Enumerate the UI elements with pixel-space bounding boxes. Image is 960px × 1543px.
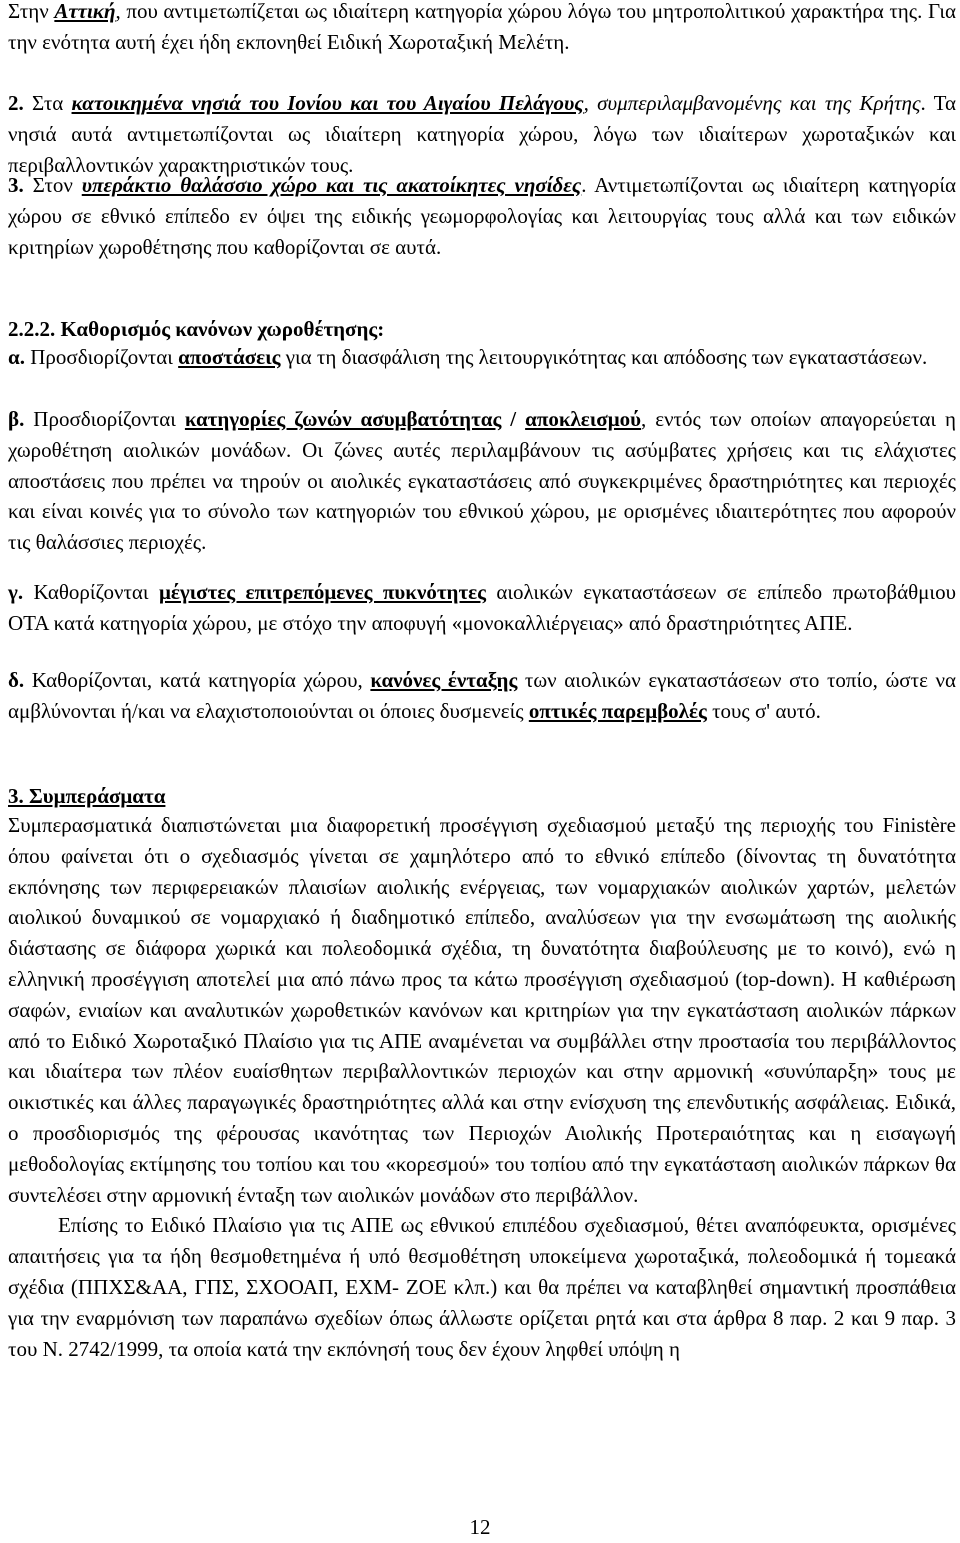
alpha-term: αποστάσεις (178, 345, 281, 369)
gamma-term: μέγιστες επιτρεπόμενες πυκνότητες (158, 580, 486, 604)
beta-term-1: κατηγορίες ζωνών ασυμβατότητας (184, 407, 502, 431)
gamma-label: γ. (8, 580, 24, 604)
alpha-label: α. (8, 345, 25, 369)
paragraph-delta: δ. Καθορίζονται, κατά κατηγορία χώρου, κανόνες ένταξης των αιολικών εγκαταστάσεων στο τοπίο, ώστε να αμβλύνονται ή/και να ελαχιστοποιούνται οι όποιες δυσμενείς οπτικές παρεμβολές τους σ' αυτό. (8, 668, 956, 723)
attica-term: Αττική (54, 0, 116, 23)
delta-term-1: κανόνες ένταξης (370, 668, 518, 692)
conclusions-paragraph-1: Συμπερασματικά διαπιστώνεται μια διαφορετική προσέγγιση σχεδιασμού μεταξύ της περιοχής του Finistère όπου φαίνεται ότι ο σχεδιασμός γίνεται σε χαμηλότερο από το εθνικό επίπεδο (δίνοντας τη δυνατότητα εκπόνησης των περιφερειακών πλαισίων αιολικής ενέργειας, των νομαρχιακών αιολικών χαρτών, μελετών αιολικού δυναμικού σε νομαρχιακό ή διαδημοτικό επίπεδο, αναλύσεων για την ενσωμάτωση της αιολικής διάστασης σε διάφορα χωρικά και πολεοδομικά σχέδια, τη δυνατότητα διαβούλευσης με το κοινό), ενώ η ελληνική προσέγγιση αποτελεί μια από πάνω προς τα κάτω προσέγγιση σχεδιασμού (top-down). Η καθιέρωση σαφών, ενιαίων και αναλυτικών χωροθετικών κανόνων και κριτηρίων για την εγκατάσταση αιολικών πάρκων από το Ειδικό Χωροταξικό Πλαίσιο για τις ΑΠΕ αναμένεται να συμβάλλει στην προστασία του περιβάλλοντος και ιδιαίτερα των πλέον ευαίσθητων περιβαλλοντικών περιοχών και στην αρμονική «συνύπαρξη» τους με οικιστικές και άλλες παραγωγικές δραστηριότητες αλλά και στην ενίσχυση της επενδυτικής ασφάλειας. Ειδικά, ο προσδιορισμός της φέρουσας ικανότητας των Περιοχών Αιολικής Προτεραιότητας και η εισαγωγή μεθοδολογίας εκτίμησης του τοπίου και του «κορεσμού» του τοπίου από την εγκατάσταση αιολικών πάρκων θα συντελέσει στην αρμονική ένταξη των αιολικών μονάδων στο περιβάλλον. (8, 813, 956, 1207)
beta-label: β. (8, 407, 25, 431)
paragraph-item-2: 2. Στα κατοικημένα νησιά του Ιονίου και του Αιγαίου Πελάγους, συμπεριλαμβανομένης και της Κρήτης. Τα νησιά αυτά αντιμετωπίζονται ως ιδιαίτερη κατηγορία χώρου, λόγω των ιδιαίτερων χωροταξικών και περιβαλλοντικών χαρακτηριστικών τους. (8, 91, 956, 177)
paragraph-item-3: 3. Στον υπεράκτιο θαλάσσιο χώρο και τις ακατοίκητες νησίδες. Αντιμετωπίζονται ως ιδιαίτερη κατηγορία χώρου σε εθνικό επίπεδο εν όψει της ειδικής γεωμορφολογίας και λειτουργίας τους αλλά και των ειδικών κριτηρίων χωροθέτησης που καθορίζονται σε αυτά. (8, 173, 957, 259)
page-number: 12 (469, 1515, 491, 1539)
conclusions-paragraph-2: Επίσης το Ειδικό Πλαίσιο για τις ΑΠΕ ως εθνικού επιπέδου σχεδιασμού, θέτει αναπόφευκτα, ορισμένες απαιτήσεις για τα ήδη θεσμοθετημένα ή υπό θεσμοθέτηση υποκείμενα χωροταξικά, πολεοδομικά ή τομεακά σχέδια (ΠΠΧΣ&ΑΑ, ΓΠΣ, ΣΧΟΟΑΠ, ΕΧΜ- ΖΟΕ κλπ.) και θα πρέπει να καταβληθεί σημαντική προσπάθεια για την εναρμόνιση των παραπάνω σχεδίων όπως άλλωστε ορίζεται ρητά και στα άρθρα 8 παρ. 2 και 9 παρ. 3 του Ν. 2742/1999, τα οποία κατά την εκπόνησή τους δεν έχουν ληφθεί υπόψη η (8, 1213, 956, 1361)
paragraph-attica: Στην Αττική, που αντιμετωπίζεται ως ιδιαίτερη κατηγορία χώρου λόγω του μητροπολιτικού χαρακτήρα της. Για την ενότητα αυτή έχει ήδη εκπονηθεί Ειδική Χωροταξική Μελέτη. (8, 0, 957, 54)
section-heading-222: 2.2.2. Καθορισμός κανόνων χωροθέτησης: (8, 317, 385, 341)
paragraph-alpha: α. Προσδιορίζονται αποστάσεις για τη διασφάλιση της λειτουργικότητας και απόδοσης των εγκαταστάσεων. (8, 345, 928, 369)
item-2-number: 2. (8, 91, 24, 115)
delta-label: δ. (8, 668, 25, 692)
paragraph-beta: β. Προσδιορίζονται κατηγορίες ζωνών ασυμβατότητας / αποκλεισμού, εντός των οποίων απαγορεύεται η χωροθέτηση αιολικών μονάδων. Οι ζώνες αυτές περιλαμβάνουν τις ασύμβατες χρήσεις και τις ελάχιστες αποστάσεις που πρέπει να τηρούν οι αιολικές εγκαταστάσεις από συγκεκριμένες δραστηριότητες και περιοχές και είναι κοινές για το σύνολο των κατηγοριών του εθνικού χώρου, με ορισμένες ιδιαιτερότητες που αφορούν τις θαλάσσιες περιοχές. (8, 407, 956, 555)
conclusions-body (8, 810, 956, 1364)
item-3-term: υπεράκτιο θαλάσσιο χώρο και τις ακατοίκητες νησίδες (81, 173, 582, 197)
item-2-term: κατοικημένα νησιά του Ιονίου και του Αιγαίου Πελάγους (71, 91, 584, 115)
delta-term-2: οπτικές παρεμβολές (528, 698, 707, 723)
paragraph-gamma: γ. Καθορίζονται μέγιστες επιτρεπόμενες πυκνότητες αιολικών εγκαταστάσεων σε επίπεδο πρωτοβάθμιου ΟΤΑ κατά κατηγορία χώρου, με στόχο την αποφυγή «μονοκαλλιέργειας» από δραστηριότητες ΑΠΕ. (8, 580, 956, 635)
beta-term-2: αποκλεισμού (525, 407, 642, 431)
section-heading-conclusions: 3. Συμπεράσματα (8, 784, 166, 808)
item-3-number: 3. (8, 173, 24, 197)
